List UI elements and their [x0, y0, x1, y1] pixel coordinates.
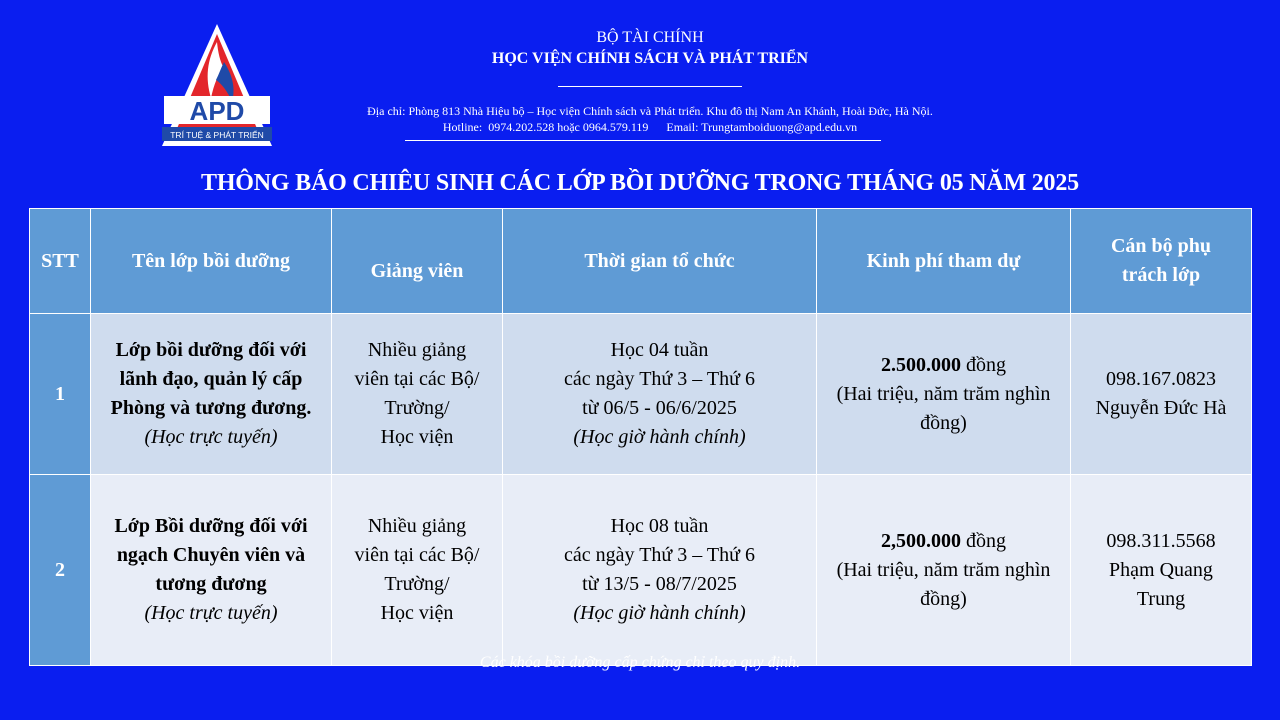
course-name: Lớp bồi dưỡng đối với lãnh đạo, quản lý cấp Phòng và tương đương.: [110, 339, 312, 419]
time-line: Học 04 tuần: [610, 339, 709, 361]
row-number: 1: [30, 314, 91, 475]
contact-phone: 098.167.0823: [1106, 368, 1216, 390]
table-row: [30, 475, 1252, 666]
course-name-cell: [91, 475, 332, 666]
time-line: từ 13/5 - 08/7/2025: [582, 573, 737, 595]
course-name-cell: [91, 314, 332, 475]
course-mode: (Học trực tuyến): [144, 602, 278, 624]
fee-cell: [817, 475, 1071, 666]
apd-logo: [158, 22, 276, 148]
fee-unit: đồng: [961, 529, 1006, 552]
lecturer-line: viên tại các Bộ/: [354, 368, 480, 390]
fee-cell: [817, 314, 1071, 475]
contact-name: Nguyễn Đức Hà: [1095, 397, 1227, 419]
announcement-title: THÔNG BÁO CHIÊU SINH CÁC LỚP BỒI DƯỠNG TRONG THÁNG 05 NĂM 2025: [201, 170, 1079, 196]
time-line: các ngày Thứ 3 – Thứ 6: [564, 544, 755, 566]
address-text: Địa chỉ: Phòng 813 Nhà Hiệu bộ – Học viện Chính sách và Phát triển. Khu đô thị Nam An Khánh, Hoài Đức, Hà Nội.: [367, 104, 933, 118]
header-time: Thời gian tổ chức: [503, 209, 817, 314]
lecturer-line: Nhiều giảng: [367, 515, 467, 537]
row-number: 2: [30, 475, 91, 666]
header-course-name: Tên lớp bồi dưỡng: [91, 209, 332, 314]
time-line: các ngày Thứ 3 – Thứ 6: [564, 368, 755, 390]
time-note: (Học giờ hành chính): [573, 426, 746, 448]
lecturer-cell: [332, 475, 503, 666]
time-line: Học 08 tuần: [610, 515, 709, 537]
course-table: [29, 208, 1252, 666]
time-line: từ 06/5 - 06/6/2025: [582, 397, 737, 419]
contact-divider: [405, 140, 881, 141]
contact-phone: 098.311.5568: [1106, 529, 1216, 552]
contact-name: Phạm Quang Trung: [1109, 558, 1213, 610]
logo-abbr: APD: [189, 96, 245, 126]
ministry-name: BỘ TÀI CHÍNH: [596, 29, 704, 46]
course-mode: (Học trực tuyến): [144, 426, 278, 448]
fee-unit: đồng: [961, 353, 1006, 376]
header-divider: [558, 86, 742, 87]
logo-slogan: TRÍ TUỆ & PHÁT TRIỂN: [170, 130, 264, 140]
time-cell: [503, 314, 817, 475]
footnote: Các khóa bồi dưỡng cấp chứng chỉ theo quy định.: [479, 654, 801, 671]
header-fee: Kinh phí tham dự: [817, 209, 1071, 314]
hotline-text: Hotline: 0974.202.528 hoặc 0964.579.119 Email: Trungtamboiduong@apd.edu.vn: [442, 120, 858, 134]
lecturer-cell: [332, 314, 503, 475]
table-header-row: [30, 209, 1252, 314]
fee-line: [821, 351, 1066, 380]
fee-words: (Hai triệu, năm trăm nghìn đồng): [836, 558, 1051, 610]
lecturer-line: Học viện: [380, 426, 454, 448]
time-note: (Học giờ hành chính): [573, 602, 746, 624]
lecturer-line: Học viện: [380, 602, 454, 624]
course-name: Lớp Bồi dưỡng đối với ngạch Chuyên viên và tương đương: [114, 515, 308, 595]
contact-cell: [1071, 314, 1252, 475]
fee-amount: 2,500.000: [881, 529, 961, 552]
lecturer-line: Nhiều giảng: [367, 339, 467, 361]
lecturer-line: Trường/: [384, 573, 450, 595]
fee-line: [821, 527, 1066, 556]
academy-name: HỌC VIỆN CHÍNH SÁCH VÀ PHÁT TRIỂN: [491, 50, 809, 67]
table-row: [30, 314, 1252, 475]
contact-cell: [1071, 475, 1252, 666]
lecturer-line: viên tại các Bộ/: [354, 544, 480, 566]
lecturer-line: Trường/: [384, 397, 450, 419]
fee-amount: 2.500.000: [881, 353, 961, 376]
header-lecturer: Giảng viên: [332, 209, 503, 314]
time-cell: [503, 475, 817, 666]
header-stt: STT: [30, 209, 91, 314]
fee-words: (Hai triệu, năm trăm nghìn đồng): [836, 382, 1051, 434]
header-contact: Cán bộ phụ trách lớp: [1071, 209, 1252, 314]
